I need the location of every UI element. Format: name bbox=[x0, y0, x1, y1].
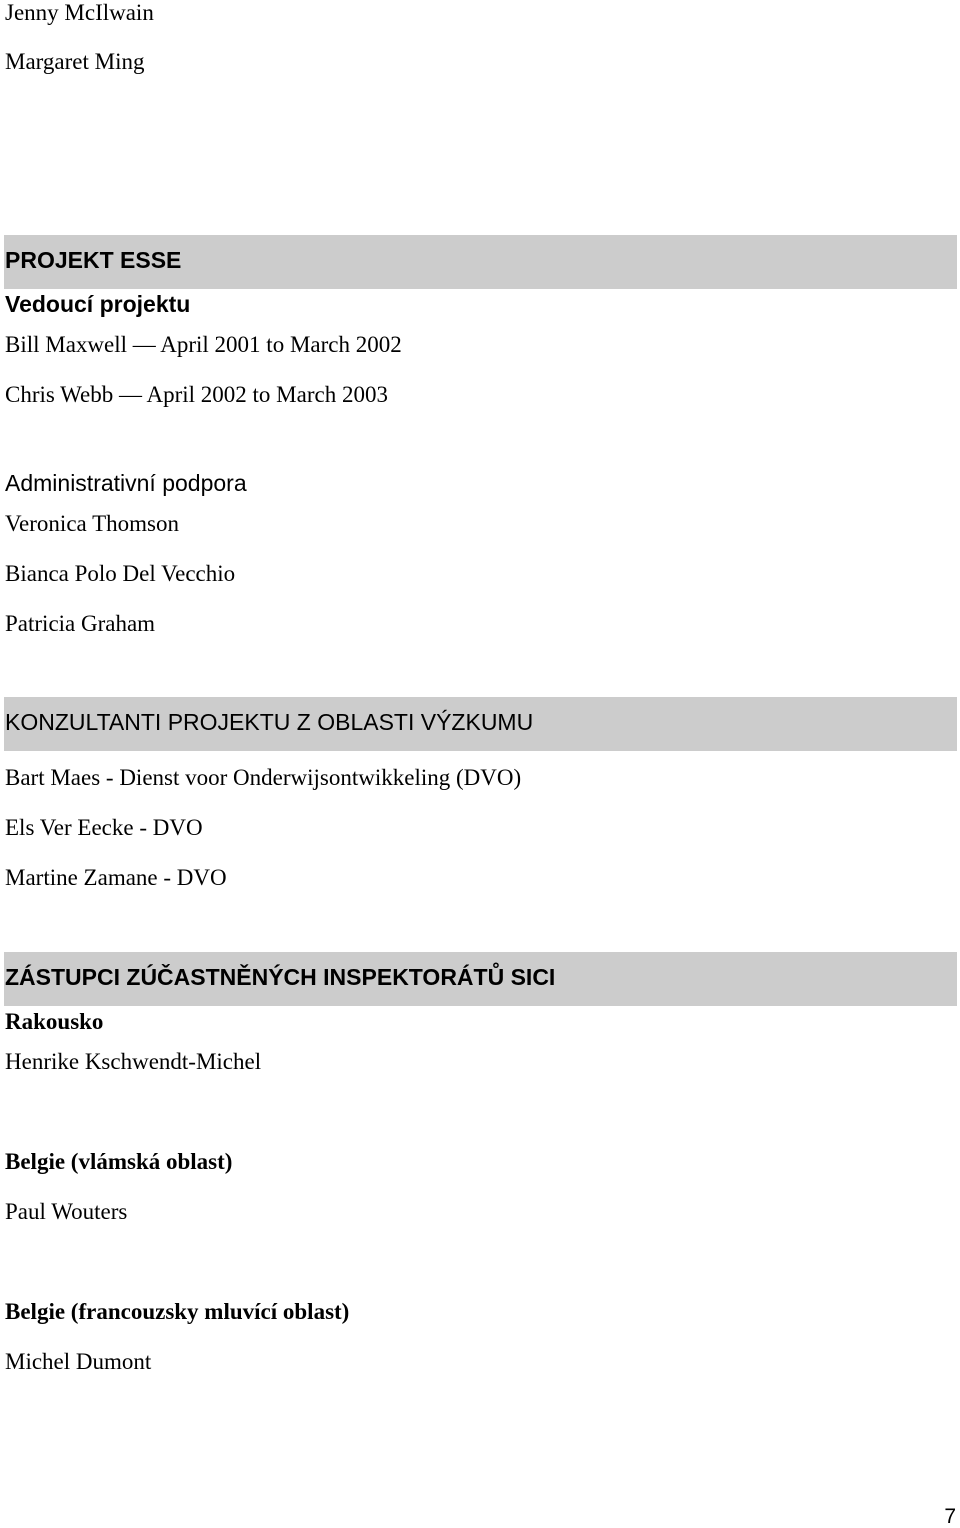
person-name: Patricia Graham bbox=[5, 611, 156, 636]
person-entry: Els Ver Eecke - DVO bbox=[5, 815, 203, 840]
person-name: Jenny McIlwain bbox=[5, 0, 154, 25]
person-name: Michel Dumont bbox=[5, 1349, 152, 1374]
person-name: Henrike Kschwendt-Michel bbox=[5, 1049, 262, 1074]
person-entry: Chris Webb — April 2002 to March 2003 bbox=[5, 382, 388, 407]
person-entry: Bill Maxwell — April 2001 to March 2002 bbox=[5, 332, 402, 357]
section-heading-bar bbox=[4, 952, 957, 1006]
person-entry: Martine Zamane - DVO bbox=[5, 865, 227, 890]
person-name: Bianca Polo Del Vecchio bbox=[5, 561, 236, 586]
country-label: Belgie (vlámská oblast) bbox=[5, 1149, 233, 1174]
section-heading-bar bbox=[4, 235, 957, 289]
subsection-label: Vedoucí projektu bbox=[5, 291, 191, 317]
section-heading: PROJEKT ESSE bbox=[5, 247, 182, 273]
person-name: Veronica Thomson bbox=[5, 511, 179, 536]
country-label: Belgie (francouzsky mluvící oblast) bbox=[5, 1299, 350, 1324]
country-label: Rakousko bbox=[5, 1009, 104, 1034]
subsection-label: Administrativní podpora bbox=[5, 470, 247, 496]
section-heading: KONZULTANTI PROJEKTU Z OBLASTI VÝZKUMU bbox=[5, 709, 534, 735]
section-heading: ZÁSTUPCI ZÚČASTNĚNÝCH INSPEKTORÁTŮ SICI bbox=[5, 964, 556, 990]
person-entry: Bart Maes - Dienst voor Onderwijsontwikkeling (DVO) bbox=[5, 765, 522, 790]
person-name: Margaret Ming bbox=[5, 49, 145, 74]
page-number: 7 bbox=[944, 1505, 956, 1528]
person-name: Paul Wouters bbox=[5, 1199, 128, 1224]
section-heading-bar bbox=[4, 697, 957, 751]
